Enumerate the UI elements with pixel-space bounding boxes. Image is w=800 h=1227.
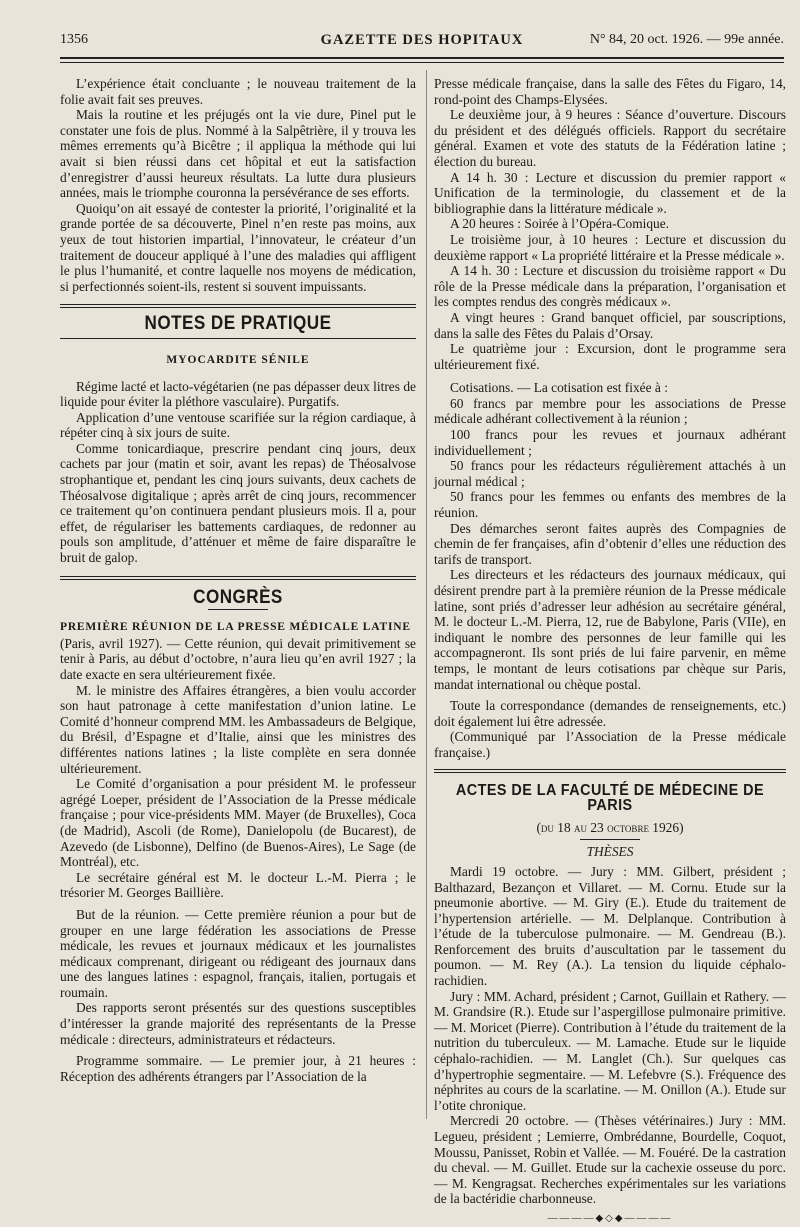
short-rule (208, 609, 268, 610)
paragraph: (Paris, avril 1927). — Cette réunion, qui devait primitivement se tenir à Paris, au début d’octobre, n’aura lieu qu’en avril 1927 ; la date exacte en sera ultérieurement fixée. (60, 635, 416, 682)
subsection-title: MYOCARDITE SÉNILE (166, 353, 310, 366)
paragraph: Le quatrième jour : Excursion, dont le programme sera ultérieurement fixé. (434, 341, 786, 372)
paragraph: 60 francs par membre pour les associations de Presse médicale adhérant collectivement à la réunion ; (434, 395, 786, 427)
right-column (434, 76, 786, 1227)
paragraph: A vingt heures : Grand banquet officiel, par souscriptions, dans la salle des Fêtes du Palais d’Orsay. (434, 309, 786, 341)
section-title-actes: ACTES DE LA FACULTÉ DE MÉDECINE DE PARIS (455, 781, 765, 815)
paragraph: Jury : MM. Achard, président ; Carnot, Guillain et Rathery. — M. Grandsire (R.). Etude sur l’aspergillose pulmonaire primitive. — M. Moricet (Pierre). Contribution à l’étude du traitement de la nutrition du tuberculeux. — M. Lamache. Etude sur le liquide céphalo-rachidien. — M. Langlet (Ch.). Sur quelques cas d’hypertrophie segmentaire. — M. Lefebvre (S.). Fréquence des néphrites au cours de la scarlatine. — M. Onillon (A.). Etude sur l’otite chronique. (434, 988, 786, 1113)
paragraph: Cotisations. — La cotisation est fixée à : (450, 380, 668, 396)
paragraph: Application d’une ventouse scarifiée sur la région cardiaque, à répéter cinq à six jours de suite. (60, 409, 416, 441)
section-rule (60, 304, 416, 305)
actes-dates: (du 18 au 23 octobre 1926) (536, 819, 684, 835)
paragraph: Des démarches seront faites auprès des Compagnies de chemin de fer françaises, afin d’obtenir d’elles une réduction des tarifs de transport. (434, 520, 786, 567)
paragraph: 100 francs pour les revues et journaux adhérant individuellement ; (434, 427, 786, 458)
paragraph: A 20 heures : Soirée à l’Opéra-Comique. (450, 216, 670, 232)
paragraph: Le secrétaire général est M. le docteur L.-M. Pierra ; le trésorier M. Georges Baillière. (60, 869, 416, 901)
paragraph: A 14 h. 30 : Lecture et discussion du premier rapport « Unification de la terminologie, du classement et de la bibliographie dans la littérature médicale ». (434, 169, 786, 216)
column-divider (426, 70, 427, 1119)
paragraph: Des rapports seront présentés sur des questions susceptibles d’intéresser la grande majorité des représentants de la Presse médicale : directeurs, administrateurs et rédacteurs. (60, 1000, 416, 1047)
header-rule (60, 57, 784, 59)
paragraph: Mardi 19 octobre. — Jury : MM. Gilbert, président ; Balthazard, Bezançon et Villaret. — M. Cornu. Etude sur la pneumonie abortive. — M. Giry (E.). Etude du traitement de l’hypertension artérielle. — M. Delplanque. Contribution à l’étude de la tuberculose pulmonaire. — M. Gendreau (B.). Renforcement des bruits d’auscultation par le tassement du poumon. — M. Rey (A.). La tension du liquide céphalo-rachidien. (434, 863, 786, 989)
paragraph: Le deuxième jour, à 9 heures : Séance d’ouverture. Discours du président et des délégués officiels. Rapport du secrétaire général. Examen et vote des statuts de la Fédération latine ; élection du bureau. (434, 107, 786, 169)
section-title-notes: NOTES DE PRATIQUE (144, 313, 332, 335)
page-header (60, 32, 784, 54)
paragraph: Mercredi 20 octobre. — (Thèses vétérinaires.) Jury : MM. Legueu, président ; Lemierre, Ombrédanne, Bourdelle, Coquot, Moussu, Panisset, Robin et Vallée. — M. Fouéré. De la castration du cheval. — M. Guillet. Etude sur la cachexie osseuse du porc. — M. Kengragsat. Recherches expérimentales sur les variations de la bactéridie charbonneuse. (434, 1113, 786, 1207)
header-rule-thin (60, 62, 784, 63)
paragraph: But de la réunion. — Cette première réunion a pour but de grouper en une large fédération les associations de Presse médicale, les revues et journaux médicaux et les journalistes médicaux comprenant, dirigeant ou rédigeant des journaux dans une des langues latines : espagnol, français, italien, portugais et roumain. (60, 906, 416, 1000)
paragraph: Toute la correspondance (demandes de renseignements, etc.) doit également lui être adressée. (434, 698, 786, 729)
paragraph: M. le ministre des Affaires étrangères, a bien voulu accorder son haut patronage à cette manifestation d’union latine. Le Comité d’honneur comprend MM. les Ambassadeurs de Belgique, du Brésil, d’Espagne et d’Italie, ainsi que les ministres des différentes nations latines ; la liste complète en sera donnée ultérieurement. (60, 682, 416, 776)
section-rule (60, 576, 416, 577)
article-heading: PREMIÈRE RÉUNION DE LA PRESSE MÉDICALE LATINE (60, 621, 411, 634)
paragraph: Les directeurs et les rédacteurs des journaux médicaux, qui désirent prendre part à la première réunion de la Presse médicale latine, sont priés d’adresser leur adhésion au secrétaire général, M. le docteur L.-M. Pierra, 12, rue de Babylone, Paris (VIIe), en indiquant le nombre des personnes de leur famille qui les accompagneront. Ils sont priés de lui faire parvenir, en même temps, le montant de leurs cotisations par chèque sur Paris, mandat international ou chèque postal. (434, 567, 786, 692)
paragraph: Programme sommaire. — Le premier jour, à 21 heures : Réception des adhérents étrangers par l’Association de la (60, 1053, 416, 1084)
section-title-congres: CONGRÈS (193, 586, 283, 608)
paragraph: 50 francs pour les rédacteurs régulièrement attachés à un journal médical ; (434, 458, 786, 489)
paragraph: Mais la routine et les préjugés ont la vie dure, Pinel put le constater une fois de plus. Nommé à la Salpêtrière, il y trouva les mêmes errements qu’à Bicêtre ; il appliqua la méthode qui lui avait si bien réussi dans cet hôpital et eut la satisfaction d’enregistrer d’aussi heureux résultats. La lutte dura plusieurs années, mais le triomphe couronna la persévérance de ses efforts. (60, 107, 416, 201)
page-number: 1356 (60, 32, 88, 47)
journal-title: GAZETTE DES HOPITAUX (320, 32, 524, 48)
paragraph: L’expérience était concluante ; le nouveau traitement de la folie avait fait ses preuves. (60, 76, 416, 107)
theses-title: THÈSES (586, 844, 634, 860)
paragraph: Quoiqu’on ait essayé de contester la priorité, l’originalité et la grande portée de sa découverte, Pinel n’en reste pas moins, aux yeux de tout historien impartial, l’innovateur, le créateur d’un traitement de douceur appliqué à l’une des maladies qui affligent le plus l’humanité, et contre laquelle nos moyens de médication, si perfectionnés soient-ils, restent si souvent impuissants. (60, 200, 416, 294)
end-ornament: ————◆◇◆———— (547, 1212, 673, 1224)
section-rule (434, 769, 786, 770)
paragraph: Comme tonicardiaque, prescrire pendant cinq jours, deux cachets par jour (matin et soir, avant les repas) de Théosalvose strophantique et, pendant les cinq jours suivants, deux cachets de Théosalvose digitalique ; après arrêt de cinq jours, recommencer ce traitement qu’on continuera pendant plusieurs mois. Il a, pour effet, de régulariser les battements cardiaques, de redonner au pouls son amplitude, d’atténuer et même de faire disparaître le bruit de galop. (60, 440, 416, 566)
issue-info: N° 84, 20 oct. 1926. — 99e année. (589, 32, 784, 47)
paragraph: Le troisième jour, à 10 heures : Lecture et discussion du deuxième rapport « La propriété littéraire et la Presse médicale ». (434, 231, 786, 263)
left-column (60, 76, 416, 1084)
paragraph: Presse médicale française, dans la salle des Fêtes du Figaro, 14, rond-point des Champs-Elysées. (434, 76, 786, 107)
short-rule (580, 839, 640, 840)
paragraph: (Communiqué par l’Association de la Presse médicale française.) (434, 729, 786, 760)
paragraph: Régime lacté et lacto-végétarien (ne pas dépasser deux litres de liquide pour éviter la pléthore vasculaire). Purgatifs. (60, 378, 416, 410)
paragraph: 50 francs pour les femmes ou enfants des membres de la réunion. (434, 489, 786, 521)
paragraph: A 14 h. 30 : Lecture et discussion du troisième rapport « Du rôle de la Presse médicale dans la préparation, l’organisation et les comptes rendus des congrès médicaux ». (434, 263, 786, 310)
paragraph: Le Comité d’organisation a pour président M. le professeur agrégé Loeper, président de l’Association de la Presse médicale française ; pour vice-présidents MM. Mayer (de Bruxelles), Coca (de Madrid), Ascoli (de Rome), Danielopolu (de Bucarest), de Azevedo (de Lisbonne), Delfino (de Buenos-Aires), Le Sage (de Montréal), etc. (60, 776, 416, 870)
